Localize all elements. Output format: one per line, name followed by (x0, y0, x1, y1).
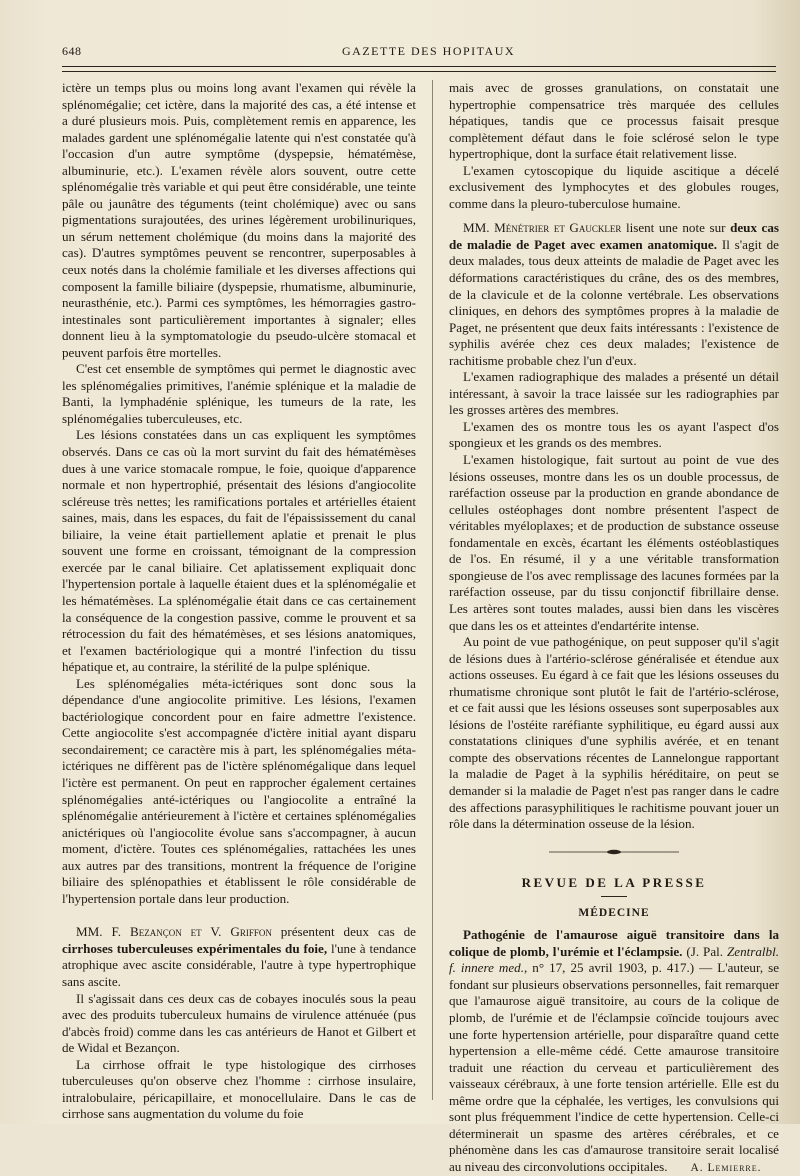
paragraph: mais avec de grosses granulations, on constatait une hypertrophie compensatrice très marquée des cellules hépatiques, tandis que ce processus faisait presque complètement défaut dans le foie sclérosé selon le type hypertrophique, dont la surface était relativement lisse. (449, 80, 779, 162)
paragraph: L'examen cytoscopique du liquide ascitique a décelé exclusivement des lymphocytes et des globules rouges, comme dans la pleuro-tuberculose humaine. (449, 162, 779, 211)
journal-reference: Zentralbl. f. innere med. (449, 943, 780, 976)
paragraph: Les splénomégalies méta-ictériques sont donc sous la dépendance d'une angiocolite primitive. Les lésions, l'examen bactériologique concordent pour en faire admettre l'existence. Cette angiocolite s'est accompagnée d'ictère initial ayant disparu secondairement; ce caractère mis à part, les splénomégalies méta-ictériques ne diffèrent pas de l'ictère splénomégalique dans lequel l'ictère est permanent. On peut en rapprocher également certaines splénomégalies anté-ictériques ou l'angiocolite a entraîné la splénomégalie antérieurement à l'ictère et certaines splénomégalies anictériques où l'angiocolite évolue sans s'accompagner, à aucun moment, d'ictère. Toutes ces splénomégalies, rattachées les unes aux autres par des transitions, montrent la fréquence de l'origine biliaire des splénopathies et établissent le rôle considérable de l'hypertension portale dans leur production. (62, 675, 416, 906)
authors: MM. Ménétrier et Gauckler (463, 220, 622, 236)
communication-paragraph: MM. F. Bezançon et V. Griffon présentent deux cas de cirrhoses tuberculeuses expérimentales du foie, l'une à tendance atrophique avec ascite considérable, l'autre à type hypertrophique sans ascite. (62, 924, 417, 989)
paragraph: La cirrhose offrait le type histologique des cirrhoses tuberculeuses qu'on observe chez l'homme : cirrhose insulaire, intralobulaire, péricapillaire, et monocellulaire. Dans le cas de cirrhose sans augmentation du volume du foie (62, 1056, 416, 1122)
subsection-title: MÉDECINE (578, 906, 650, 919)
paragraph: L'examen des os montre tous les os ayant l'aspect d'os spongieux et les grands os des membres. (449, 418, 779, 451)
section-title: REVUE DE LA PRESSE (521, 875, 707, 891)
signature: A. Lemierre. (690, 1161, 762, 1174)
review-title: Pathogénie de l'amaurose aiguë transitoire dans la colique de plomb, l'urémie et l'éclampsie. (449, 927, 779, 959)
left-column (62, 80, 416, 1123)
communication-title: deux cas de maladie de Paget avec examen anatomique. (449, 220, 780, 252)
paragraph: Les lésions constatées dans un cas expliquent les symptômes observés. Dans ce cas où la mort survint du fait des hématémèses dues à une varice stomacale rompue, le foie, quoique d'apparence normale et non hypertrophié, présentait des lésions d'angiocolite scléreuse très nettes; les ramifications portales et artérielles étaient saines, mais, dans les espaces, du fait de l'épaississement du canal biliaire, la veine était partiellement aplatie et prenait le plus souvent une forme en croissant, témoignant de la compression exercée par le canal biliaire. Cet aplatissement expliquait donc l'hypertension portale à laquelle étaient dues et la splénomégalie et les hématémèses. La splénomégalie était dans ce cas certainement la conséquence de la congestion passive, comme le prouvent et sa rétrocession du fait des hématémèses, et ses lésions anatomiques, et l'examen bactériologique qui a montré l'infection du tissu hépatique et, au contraire, la stérilité de la pulpe splénique. (62, 427, 416, 675)
paragraph: Au point de vue pathogénique, on peut supposer qu'il s'agit de lésions dues à l'artério-sclérose généralisée et étendue aux actions osseuses. Eu égard à ce fait que les lésions osseuses du rhumatisme chronique sont plutôt le fait de l'artério-sclérose, et ce fait aussi que les lésions osseuses sont superposables aux lésions de l'ostéite raréfiante syphilitique, eu égard aussi aux constatations cliniques d'une syphilis avérée, et en tenant compte des observations récentes de Lannelongue rapportant la maladie de Paget à la syphilis héréditaire, on peut se demander si la maladie de Paget n'est pas ranger dans le cadre des affections parasyphilitiques le rachitisme pouvant jouer un rôle dans la détermination osseuse de la lésion. (449, 634, 779, 832)
paragraph: L'examen radiographique des malades a présenté un détail intéressant, à savoir la trace laissée sur les radiographies par les grosses artères des membres. (449, 369, 779, 418)
section-ornament (449, 845, 779, 862)
press-review-paragraph: Pathogénie de l'amaurose aiguë transitoire dans la colique de plomb, l'urémie et l'éclampsie. (J. Pal. Zentralbl. f. innere med., n° 17, 25 avril 1903, p. 417.) — L'auteur, se fondant sur plusieurs observations personnelles, fait remarquer que l'amaurose aiguë transitoire, au cours de la colique de plomb, de l'urémie et de l'éclampsie coïncide toujours avec une forte hypertension artérielle, pour disparaître quand cette hypertension a elle-même cédé. Cette amaurose transitoire traduit une réaction du cerveau et particulièrement des vaisseaux cérébraux, à une forte tension artérielle. Elle est du même ordre que la céphalée, les vertiges, les convulsions qui sont plus fréquemment l'indice de cette hypertension. Celle-ci déterminerait un spasme des artères cérébrales, et ce phénomène dans les cas d'amaurose transitoire serait localisé au niveau des circonvolutions occipitales. A. Lemierre. (449, 927, 780, 1174)
paragraph: C'est cet ensemble de symptômes qui permet le diagnostic avec les splénomégalies primitives, l'anémie splénique et la maladie de Banti, la lymphadénie splénique, les tumeurs de la rate, les splénomégalies tuberculeuses, etc. (62, 361, 416, 426)
paragraph: L'examen histologique, fait surtout au point de vue des lésions osseuses, montre dans les os un double processus, de raréfaction osseuse par la production en grande abondance de cellules ostéophages dont nombre présentent l'aspect de véritables myéloplaxes; et de production de substance osseuse fondamentale en excès, écartant les éléments ostéoblastiques de l'os. En résumé, il y a une véritable transformation spongieuse de l'os avec remplissage des lacunes formées par la raréfaction osseuse, par du tissu conjonctif fibrillaire dense. Les artères sont toutes malades, aussi bien dans les viscères que dans les os et atteintes d'endartérite intense. (449, 452, 779, 633)
header-rule-thin (62, 71, 776, 72)
communication-paragraph: MM. Ménétrier et Gauckler lisent une note sur deux cas de maladie de Paget avec examen anatomique. Il s'agit de deux malades, tous deux atteints de maladie de Paget avec les déformations caractéristiques du crâne, des os des membres, de la clavicule et de la colonne vertébrale. Les observations cliniques, en dehors des symptômes propres à la maladie de Paget, ne présentent que deux faits intéressants : l'existence de syphilis avérée chez ces deux malades; l'existence de rachitisme probable chez l'un d'eux. (449, 220, 780, 368)
section-short-rule (601, 896, 627, 897)
right-column (449, 80, 779, 1176)
page-header (62, 40, 776, 62)
journal-title: GAZETTE DES HOPITAUX (342, 44, 516, 58)
communication-title: cirrhoses tuberculeuses expérimentales du foie, (62, 940, 328, 956)
page-number: 648 (62, 44, 82, 58)
authors: MM. F. Bezançon et V. Griffon (76, 924, 272, 940)
ornament-rule-icon (549, 849, 679, 855)
paragraph: ictère un temps plus ou moins long avant l'examen qui révèle la splénomégalie; cet ictère, dans la majorité des cas, a été intense et a duré plusieurs mois. Puis, complètement remis en apparence, les malades gardent une splénomégalie latente qui n'est constatée qu'à l'occasion d'un autre symptôme (dyspepsie, hématémèse, albuminurie, etc.). L'examen révèle alors souvent, outre cette splénomégalie très variable et qui peut être considérable, une teinte pâle ou jaunâtre des téguments (teint cholémique) avec ou sans pigmentations surajoutées, des urines légèrement urobilinuriques, un sérum nettement cholémique (du moins dans la majorité des cas). D'autres symptômes peuvent se rencontrer, superposables à ceux notés dans la cholémie familiale et les diverses affections qui composent la famille biliaire (dyspepsie, rhumatisme, albuminurie, neurasthénie, etc.). Parmi ces symptômes, les hémorragies gastro-intestinales sont particulièrement importantes à signaler; elles donnent lieu à la symptomatologie du pseudo-ulcère stomacal et peuvent parfois être mortelles. (62, 80, 416, 360)
paragraph: Il s'agissait dans ces deux cas de cobayes inoculés sous la peau avec des produits tuberculeux humains de virulence atténuée (pus d'abcès froid) comme dans les cas antérieurs de Hanot et Gilbert et de Widal et Bezançon. (62, 990, 416, 1056)
header-rule (62, 66, 776, 67)
column-divider (432, 80, 433, 1100)
